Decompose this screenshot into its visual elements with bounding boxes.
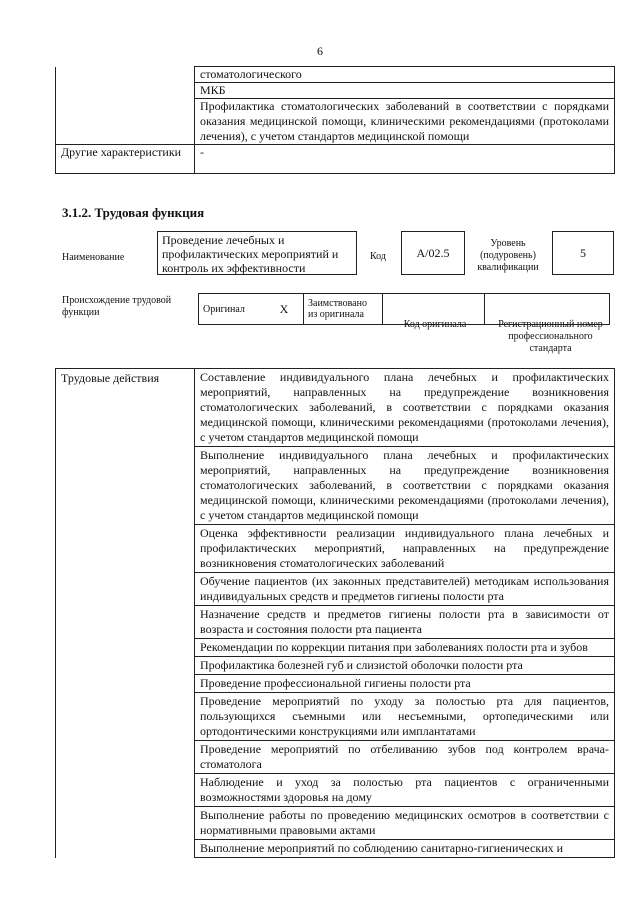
labor-action-item: Наблюдение и уход за полостью рта пациентов с ограниченными возможностями здоровья на дому bbox=[195, 774, 615, 807]
table-cell: Профилактика стоматологических заболеваний в соответствии с порядками оказания медицинской помощи, клиническими рекомендациями (протоколами лечения), с учетом стандартов медицинской помощи bbox=[195, 99, 615, 145]
empty-cell bbox=[56, 67, 195, 145]
labor-action-item: Рекомендации по коррекции питания при заболеваниях полости рта и зубов bbox=[195, 639, 615, 657]
other-characteristics-value: - bbox=[195, 145, 615, 174]
code-original-caption: Код оригинала bbox=[403, 319, 467, 330]
level-value: 5 bbox=[580, 245, 586, 260]
labor-action-item: Выполнение мероприятий по соблюдению санитарно-гигиенических и bbox=[195, 840, 615, 858]
labor-action-item: Назначение средств и предметов гигиены полости рта в зависимости от возраста и состояния полости рта пациента bbox=[195, 606, 615, 639]
characteristics-table bbox=[55, 66, 615, 174]
table-row bbox=[56, 369, 615, 447]
labor-action-item: Проведение профессиональной гигиены полости рта bbox=[195, 675, 615, 693]
name-label: Наименование bbox=[62, 252, 125, 263]
code-value: А/02.5 bbox=[416, 245, 450, 260]
labor-action-item: Профилактика болезней губ и слизистой оболочки полости рта bbox=[195, 657, 615, 675]
labor-action-item: Выполнение работы по проведению медицинских осмотров в соответствии с нормативными правовыми актами bbox=[195, 807, 615, 840]
level-label: Уровень (подуровень) квалификации bbox=[477, 238, 539, 273]
original-label: Оригинал bbox=[199, 294, 266, 325]
section-title: 3.1.2. Трудовая функция bbox=[62, 205, 205, 220]
code-box bbox=[401, 231, 465, 275]
name-value: Проведение лечебных и профилактических мероприятий и контроль их эффективности bbox=[162, 233, 339, 275]
other-characteristics-label: Другие характеристики bbox=[56, 145, 195, 174]
code-label: Код bbox=[370, 251, 386, 262]
name-box bbox=[157, 231, 357, 275]
page-number: 6 bbox=[317, 44, 323, 58]
level-box bbox=[552, 231, 614, 275]
borrowed-label: Заимствовано из оригинала bbox=[304, 294, 383, 325]
labor-action-item: Составление индивидуального плана лечебных и профилактических мероприятий, направленных на предупреждение возникновения стоматологических заболеваний, в соответствии с порядками оказания медицинской помощи, клиническими рекомендациями (протоколами лечения), с учетом стандартов медицинской помощи bbox=[195, 369, 615, 447]
origin-label: Происхождение трудовой функции bbox=[62, 295, 172, 318]
labor-action-item: Обучение пациентов (их законных представителей) методикам использования индивидуальных средств и предметов гигиены полости рта bbox=[195, 573, 615, 606]
labor-action-item: Проведение мероприятий по уходу за полостью рта для пациентов, пользующихся съемными или несъемными, ортопедическими или ортодонтическими конструкциями или имплантатами bbox=[195, 693, 615, 741]
labor-actions-table bbox=[55, 368, 615, 858]
reg-number-caption: Регистрационный номер профессионального стандарта bbox=[498, 319, 603, 354]
labor-action-item: Выполнение индивидуального плана лечебных и профилактических мероприятий, направленных на предупреждение возникновения стоматологических заболеваний, в соответствии с порядками оказания медицинской помощи, клиническими рекомендациями (протоколами лечения), с учетом стандартов медицинской помощи bbox=[195, 447, 615, 525]
table-cell: стоматологического bbox=[195, 67, 615, 83]
original-mark: X bbox=[265, 294, 304, 325]
labor-action-item: Оценка эффективности реализации индивидуального плана лечебных и профилактических мероприятий, направленных на предупреждение возникновения стоматологических заболеваний bbox=[195, 525, 615, 573]
labor-actions-label: Трудовые действия bbox=[56, 369, 195, 858]
table-cell: МКБ bbox=[195, 83, 615, 99]
labor-action-item: Проведение мероприятий по отбеливанию зубов под контролем врача-стоматолога bbox=[195, 741, 615, 774]
